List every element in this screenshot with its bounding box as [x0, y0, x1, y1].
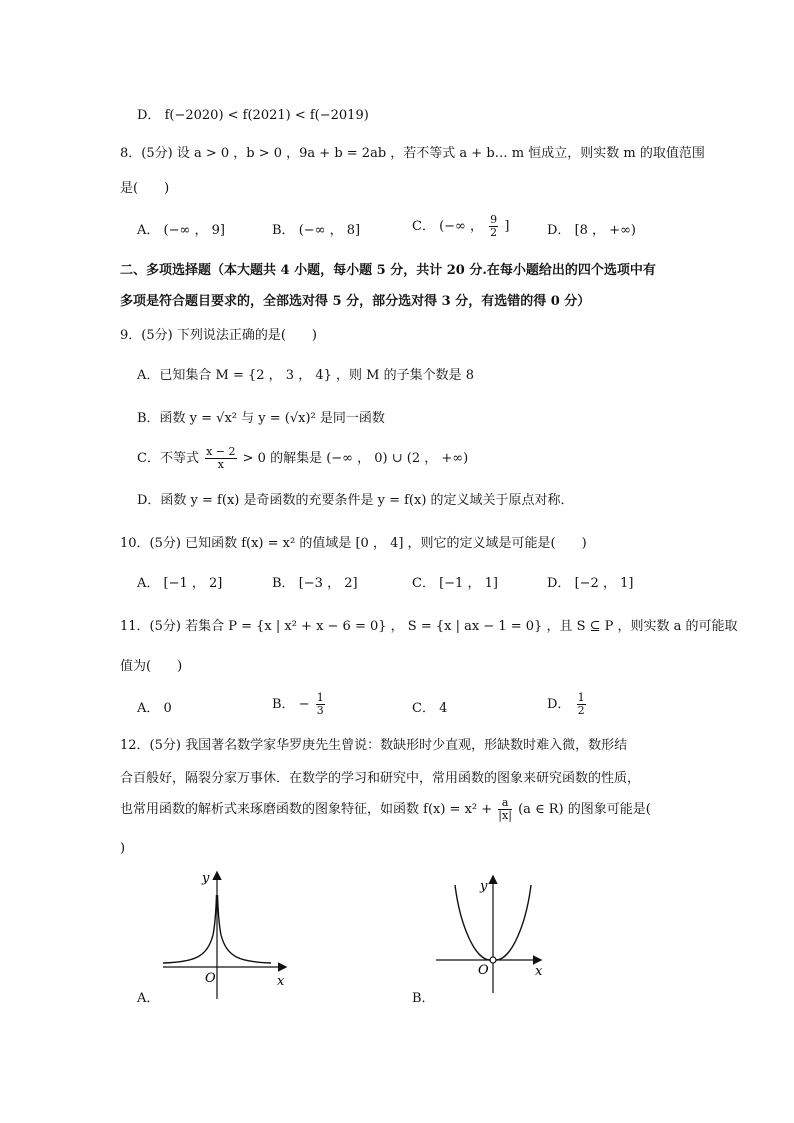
q8-stem-line-2: 是( ) — [120, 181, 170, 196]
q8-option-d[interactable] — [547, 222, 636, 240]
section-2-heading-line-2: 多项是符合题目要求的，全部选对得 5 分，部分选对得 3 分，有选错的得 0 分） — [120, 294, 591, 309]
fraction — [577, 692, 586, 717]
option-text-post: ] — [504, 219, 510, 234]
curve-left — [163, 895, 217, 963]
q10-option-d[interactable] — [547, 575, 633, 593]
option-text: (−∞ ， 9] — [163, 223, 225, 238]
q8-option-c[interactable] — [412, 214, 509, 239]
q9-stem: 9．(5分) 下列说法正确的是( ) — [120, 328, 317, 343]
q9-option-b[interactable]: B．函数 y = √x² 与 y = (√x)² 是同一函数 — [137, 411, 385, 426]
option-label: A． — [137, 576, 160, 591]
option-label: D． — [547, 697, 571, 712]
fraction-denominator: 2 — [490, 226, 498, 239]
q11-stem-line-1: 11．(5分) 若集合 P = {x | x² + x − 6 = 0} ， S = {x | ax − 1 = 0} ，且 S ⊆ P ，则实数 a 的可能取 — [120, 619, 738, 634]
graph-a-label[interactable]: A． — [137, 991, 160, 1006]
q11-option-d[interactable] — [547, 692, 588, 717]
option-label: C． — [412, 701, 435, 716]
option-text: (−∞ ， 8] — [298, 223, 361, 238]
q11-stem-line-2: 值为( ) — [120, 659, 183, 674]
q10-option-b[interactable] — [272, 575, 358, 593]
q11-option-a[interactable] — [137, 700, 172, 718]
q8-option-b[interactable] — [272, 222, 360, 240]
option-label: C． — [412, 219, 435, 234]
option-text: [−2 ， 1] — [574, 576, 634, 591]
q10-option-c[interactable] — [412, 575, 498, 593]
fraction-numerator: 1 — [316, 691, 324, 704]
graph-b[interactable] — [430, 865, 570, 1005]
option-label: B． — [272, 223, 295, 238]
q11-option-c[interactable] — [412, 700, 447, 718]
fraction — [316, 692, 325, 717]
fraction-denominator: x — [217, 458, 224, 471]
origin-label: O — [205, 971, 216, 986]
option-label: D． — [137, 108, 161, 123]
q8-stem-line-1: 8．(5分) 设 a > 0 ，b > 0 ，9a + b = 2ab ，若不等式 a + b… m 恒成立，则实数 m 的取值范围 — [120, 146, 705, 161]
fraction-denominator: 2 — [577, 704, 585, 717]
q11-option-b[interactable] — [272, 692, 327, 717]
axis-label-x: x — [277, 974, 285, 989]
q9-option-a[interactable]: A．已知集合 M = {2 ， 3 ， 4} ，则 M 的子集个数是 8 — [137, 368, 474, 383]
option-text: [−1 ， 2] — [163, 576, 223, 591]
fraction-numerator: 1 — [577, 691, 585, 704]
q10-stem: 10．(5分) 已知函数 f(x) = x² 的值域是 [0 ， 4] ，则它的定义域是可能是( ) — [120, 536, 587, 551]
q9-option-d[interactable]: D．函数 y = f(x) 是奇函数的充要条件是 y = f(x) 的定义域关于原点对称． — [137, 493, 574, 508]
fraction-numerator: x − 2 — [206, 445, 236, 458]
text-pre: 也常用函数的解析式来琢磨函数的图象特征，如函数 f(x) = x² + — [120, 802, 493, 817]
curve-right — [218, 895, 272, 963]
q8-option-a[interactable] — [137, 222, 225, 240]
option-text: 4 — [439, 701, 448, 716]
fraction — [205, 446, 236, 471]
origin-hollow-point — [490, 957, 496, 963]
axis-label-x: x — [535, 964, 543, 979]
option-label: B． — [272, 576, 295, 591]
option-text: f(−2020) < f(2021) < f(−2019) — [164, 108, 369, 123]
q12-stem-line-3 — [120, 797, 651, 822]
q12-stem-line-4: ) — [120, 841, 126, 856]
option-text: 0 — [163, 701, 172, 716]
axis-label-y: y — [202, 871, 210, 886]
fraction — [489, 214, 498, 239]
option-text-pre: − — [298, 697, 310, 712]
q9-option-c[interactable] — [137, 446, 468, 471]
option-text-pre: (−∞ ， — [439, 219, 484, 234]
option-label: B． — [272, 697, 295, 712]
q12-stem-line-1: 12．(5分) 我国著名数学家华罗庚先生曾说：数缺形时少直观，形缺数时难入微，数形结 — [120, 738, 628, 753]
fraction-denominator: |x| — [498, 809, 512, 822]
axis-label-y: y — [480, 879, 488, 894]
option-label: D． — [547, 223, 571, 238]
option-label: D． — [547, 576, 571, 591]
fraction-numerator: 9 — [490, 213, 498, 226]
graph-a[interactable] — [155, 865, 295, 1005]
option-text-post: > 0 的解集是 (−∞ ， 0) ∪ (2 ， +∞) — [242, 451, 469, 466]
option-label: A． — [137, 701, 160, 716]
q10-option-a[interactable] — [137, 575, 222, 593]
option-text: [−1 ， 1] — [439, 576, 498, 591]
fraction-denominator: 3 — [316, 704, 324, 717]
option-label: A． — [137, 223, 160, 238]
q12-stem-line-2: 合百般好，隔裂分家万事休．在数学的学习和研究中，常用函数的图象来研究函数的性质， — [120, 771, 641, 786]
option-text-pre: C．不等式 — [137, 451, 199, 466]
option-label: C． — [412, 576, 435, 591]
fraction-numerator: a — [498, 797, 512, 810]
fraction — [498, 797, 512, 822]
option-text: [−3 ， 2] — [298, 576, 358, 591]
graph-b-label[interactable]: B． — [412, 991, 435, 1006]
text-post: (a ∈ R) 的图象可能是( — [518, 802, 651, 817]
q7-option-d[interactable] — [137, 107, 369, 125]
section-2-heading-line-1: 二、多项选择题（本大题共 4 小题，每小题 5 分，共计 20 分.在每小题给出的四个选项中有 — [120, 263, 656, 278]
option-text: [8 ， +∞) — [574, 223, 636, 238]
origin-label: O — [478, 963, 489, 978]
